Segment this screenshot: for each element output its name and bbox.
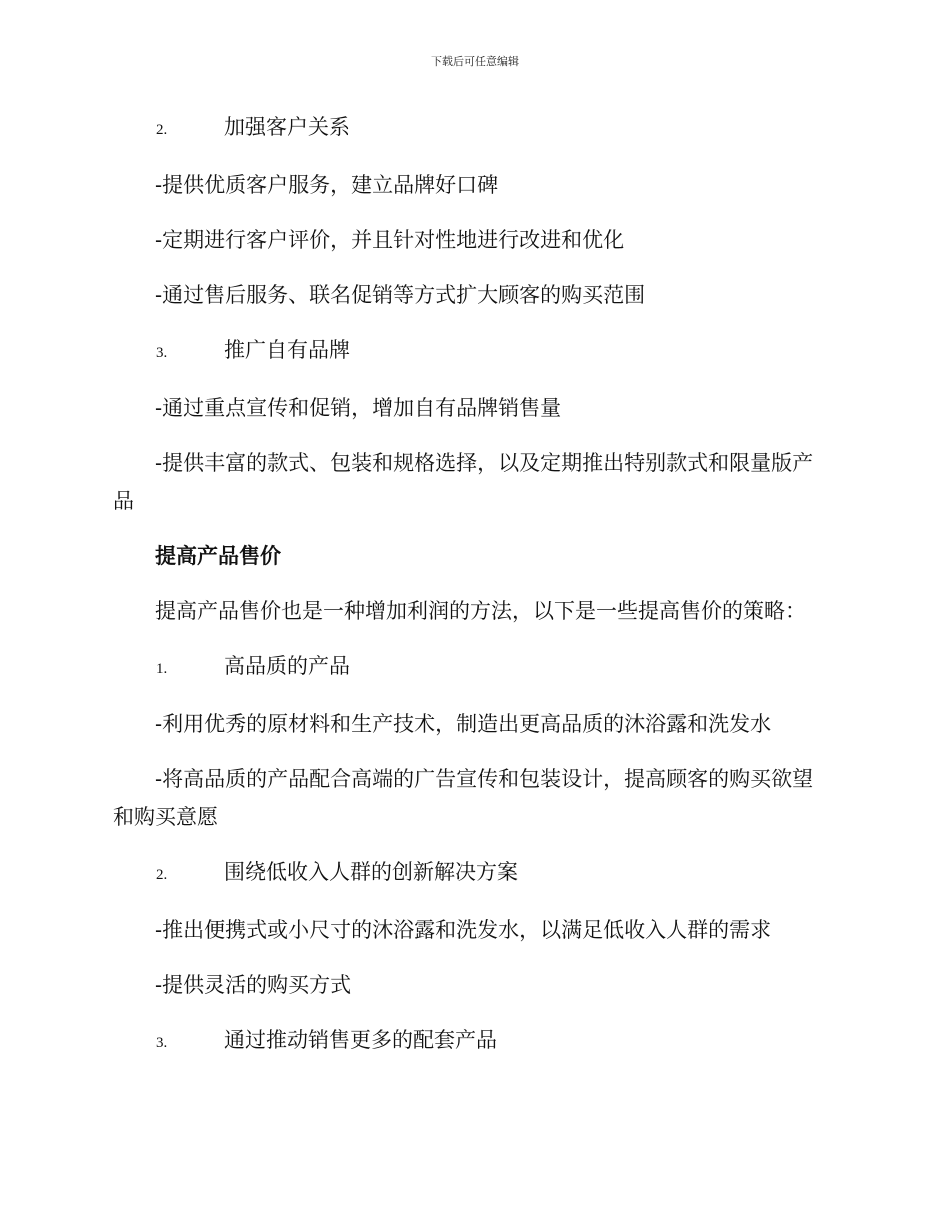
item-number: 3.	[156, 1035, 168, 1051]
bullet-paragraph: -推出便携式或小尺寸的沐浴露和洗发水，以满足低收入人群的需求	[155, 918, 772, 942]
bullet-paragraph: -通过售后服务、联名促销等方式扩大顾客的购买范围	[155, 283, 646, 307]
numbered-item	[113, 1021, 833, 1062]
bullet-paragraph: -提供灵活的购买方式	[155, 973, 352, 997]
item-title: 围绕低收入人群的创新解决方案	[224, 860, 518, 884]
intro-paragraph: 提高产品售价也是一种增加利润的方法，以下是一些提高售价的策略：	[155, 599, 806, 623]
numbered-item	[113, 108, 833, 149]
item-title: 高品质的产品	[224, 654, 350, 678]
bullet-paragraph: -提供丰富的款式、包装和规格选择，以及定期推出特别款式和限量版产品	[113, 451, 814, 513]
item-title: 加强客户关系	[224, 115, 350, 139]
item-title: 通过推动销售更多的配套产品	[224, 1028, 497, 1052]
item-number: 3.	[156, 345, 168, 361]
numbered-item	[113, 853, 833, 894]
bullet-paragraph: -利用优秀的原材料和生产技术，制造出更高品质的沐浴露和洗发水	[155, 712, 772, 736]
section-heading: 提高产品售价	[155, 544, 281, 568]
item-number: 2.	[156, 122, 168, 138]
item-title: 推广自有品牌	[224, 338, 350, 362]
bullet-paragraph: -通过重点宣传和促销，增加自有品牌销售量	[155, 396, 562, 420]
bullet-paragraph: -提供优质客户服务，建立品牌好口碑	[155, 173, 499, 197]
numbered-item	[113, 647, 833, 688]
document-body	[113, 108, 833, 1079]
item-number: 1.	[156, 661, 168, 677]
page-header: 下载后可任意编辑	[431, 55, 519, 68]
bullet-paragraph: -定期进行客户评价，并且针对性地进行改进和优化	[155, 228, 625, 252]
numbered-item	[113, 331, 833, 372]
bullet-paragraph: -将高品质的产品配合高端的广告宣传和包装设计，提高顾客的购买欲望和购买意愿	[113, 767, 814, 829]
item-number: 2.	[156, 867, 168, 883]
